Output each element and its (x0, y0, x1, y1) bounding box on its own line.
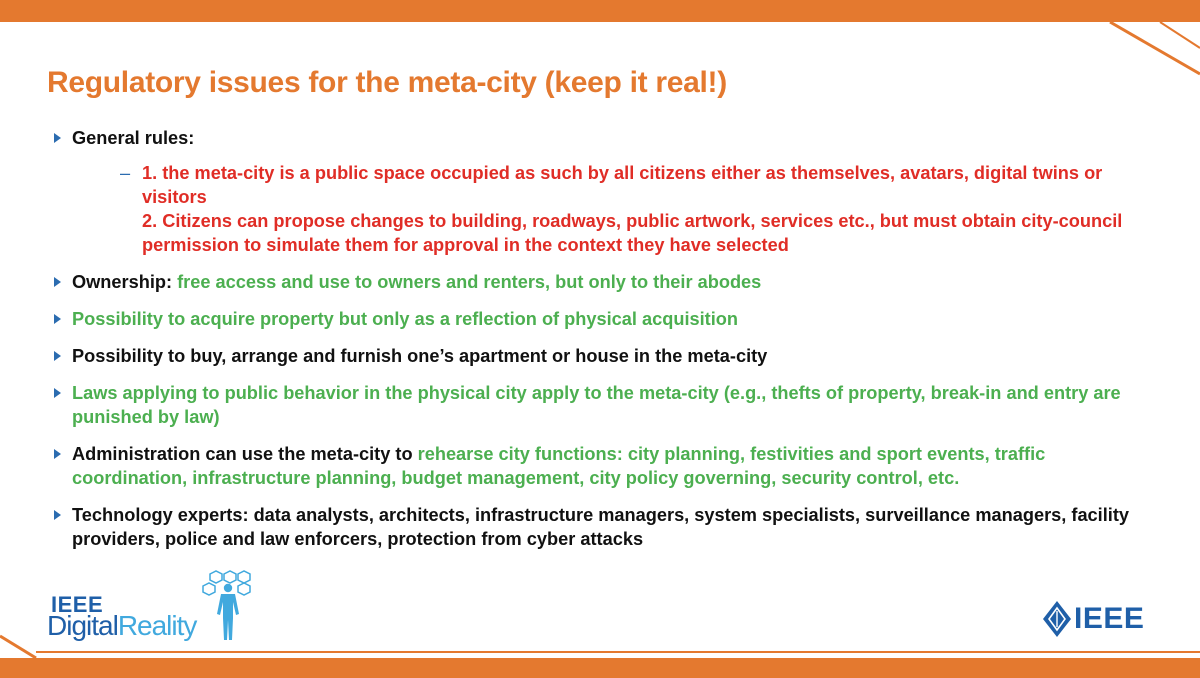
bullet-label: General rules: (72, 128, 195, 148)
bullet-arrow-icon (54, 314, 61, 324)
bullet-text: rehearse city functions: city planning, festivities and sport events, traffic coordination, infrastructure planning, budget management, city policy governing, security control, etc. (72, 444, 1046, 488)
bullet-administration (48, 442, 1158, 490)
logo-digital-reality-text (47, 610, 196, 642)
bullet-buy-arrange (48, 344, 1158, 368)
bullet-label: Administration can use the meta-city to (72, 444, 413, 464)
ieee-digital-reality-logo (47, 570, 247, 650)
bullet-arrow-icon (54, 510, 61, 520)
bullet-arrow-icon (54, 388, 61, 398)
ieee-wordmark: IEEE (1074, 602, 1145, 635)
general-rules-sub-item (120, 161, 1158, 257)
bullet-arrow-icon (54, 277, 61, 287)
ieee-diamond-icon (1042, 600, 1072, 638)
bullet-arrow-icon (54, 351, 61, 361)
bullet-arrow-icon (54, 449, 61, 459)
bullet-laws (48, 381, 1158, 429)
bullet-technology-experts (48, 503, 1158, 551)
rule-2-text: 2. Citizens can propose changes to building, roadways, public artwork, services etc., but must obtain city-council permission to simulate them for approval in the context they have selected (142, 211, 1123, 255)
bullet-general-rules (48, 126, 1158, 257)
human-figure-icon (202, 570, 252, 642)
bottom-left-line (0, 636, 36, 658)
bullet-text: Laws applying to public behavior in the physical city apply to the meta-city (e.g., thefts of property, break-in and entry are punished by law) (72, 383, 1121, 427)
dash-icon: – (120, 163, 131, 183)
logo-word-digital: Digital (47, 610, 118, 641)
bullet-text: Possibility to acquire property but only as a reflection of physical acquisition (72, 309, 739, 329)
bullet-text: Technology experts: data analysts, architects, infrastructure managers, system specialists, surveillance managers, facility providers, police and law enforcers, protection from cyber attacks (72, 505, 1130, 549)
ieee-logo (1042, 600, 1167, 640)
top-right-line (1110, 22, 1200, 74)
top-right-line-2 (1160, 22, 1200, 48)
bullet-text: free access and use to owners and renters, but only to their abodes (177, 272, 762, 292)
bullet-label: Ownership: (72, 272, 173, 292)
logo-ieee-text: IEEE (51, 592, 104, 617)
rule-1-text: 1. the meta-city is a public space occupied as such by all citizens either as themselves, avatars, digital twins or visitors (142, 163, 1103, 207)
bullet-text: Possibility to buy, arrange and furnish one’s apartment or house in the meta-city (72, 346, 768, 366)
slide (0, 22, 1200, 658)
bullet-ownership (48, 270, 1158, 294)
bullet-acquire-property (48, 307, 1158, 331)
bullet-list (48, 126, 1158, 551)
bullet-arrow-icon (54, 133, 61, 143)
logo-word-reality: Reality (117, 610, 197, 641)
slide-title: Regulatory issues for the meta-city (keep it real!) (47, 66, 727, 99)
